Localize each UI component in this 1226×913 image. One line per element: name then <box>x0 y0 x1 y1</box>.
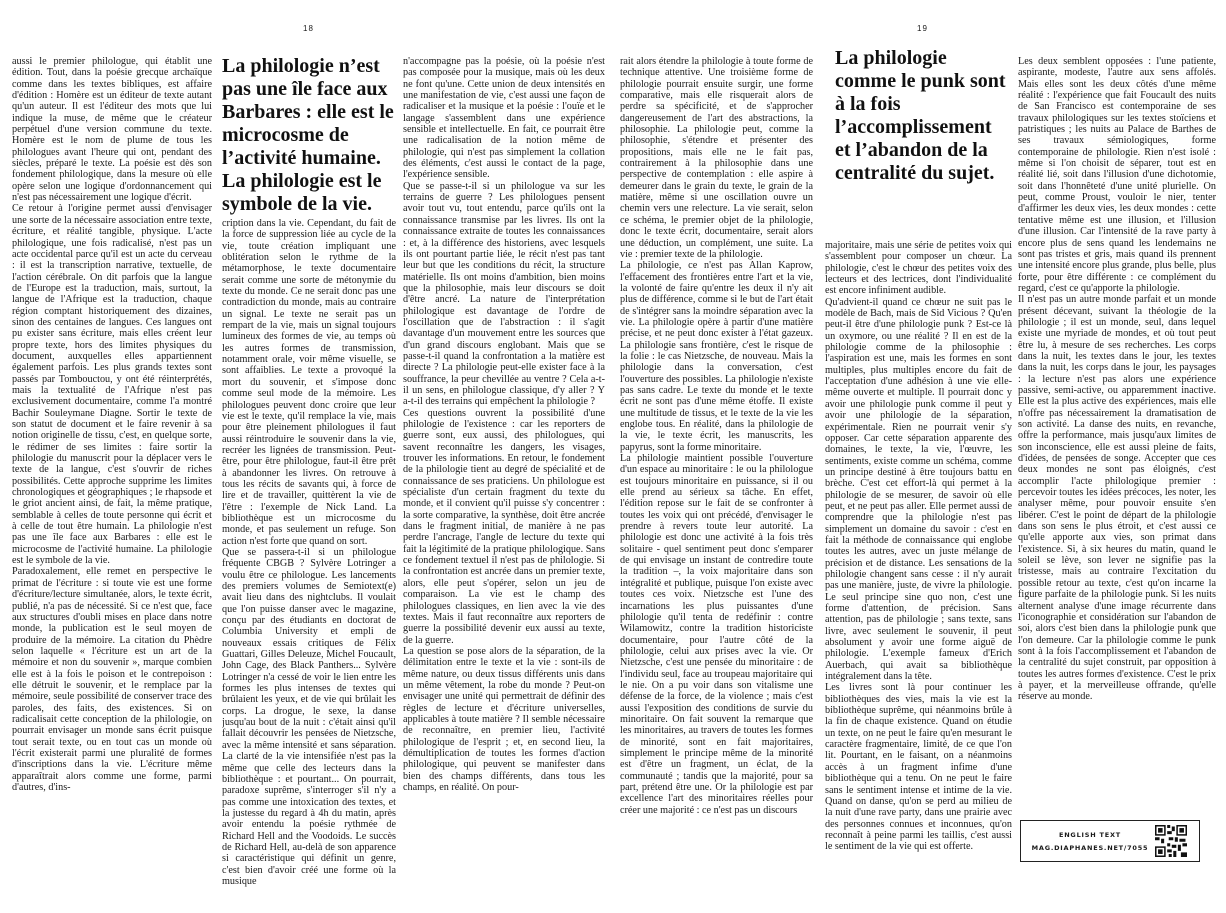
pullquote-left: La philologie n’est pas une île face aux Barbares : elle est le microcosme de l’activité humaine. La philologie est le symbole de la vie. <box>222 55 394 215</box>
qr-code-icon[interactable] <box>1155 825 1187 857</box>
paragraph: Ces questions ouvrent la possibilité d'une philologie de l'existence : car les reporters de guerre sont, eux aussi, des philologues, qui savent reconnaître les dangers, les visages, trouver les informations. En retour, le fondement de la philologie tient au degré de spécialité et de connaissance de ses praticiens. Un philologue est spécialiste d'un certain fragment du texte du monde, et il convient qu'il puisse s'y concentrer : la sorte comparative, la synthèse, doit être ancrée dans le fragment initial, de manière à ne pas perdre l'ancrage, l'angle de lecture du texte qui fait la légitimité de la pratique philologique. Sans ce fondement textuel il n'est pas de philologie. Si la confrontation est ancrée dans un premier texte, alors, elle peut s'opérer, selon un jeu de comparaison. La vie est le champ des philologues classiques, en lien avec la vie des textes. Mais il faut reconnaître aux reporters de guerre la possibilité devenir eux aussi au texte, de la guerre. <box>403 407 605 646</box>
paragraph: Ce retour à l'origine permet aussi d'envisager une sorte de la nécessaire association entre texte, écriture, et réalité tangible, physique. L'acte philologique, une fois radicalisé, n'est pas un acte occidental parce qu'il est un acte du cerveau : il est la transcription narrative, textuelle, de l'action cérébrale. On dit parfois que la langue de l'Europe est la traduction, mais, surtout, la langue de l'Afrique est la traduction, chaque région comptant historiquement des dizaines, sinon des centaines de langues. Ces langues ont pu exister sans écriture, mais elles créent leur propre texte, hors des limites physiques du document, auxquelles elles appartiennent également parfois. Les plus grands textes sont passés par Tombouctou, y ont été réinterprétés, mais la textualité de l'Afrique n'est pas exclusivement documentaire, comme l'a montré Bachir Souleymane Diagne. Sortir le texte de son statut de document et le faire revenir à sa notion originelle de tissu, c'est, en quelque sorte, le rédimer de ses limites : faire sortir la philologie du manuscrit pour la déplacer vers le texte de la langue, c'est s'ouvrir de riches possibilités. Cette approche supprime les limites chronologiques et géographiques ; le rhapsode et le griot ancient ainsi, de fait, la même pratique, semblable à celles de toute personne qui écrit et à celle de tout être humain. La philologie n'est pas une île face aux Barbares : elle est le microcosme de l'activité humaine. La philologie est le symbole de la vie. <box>12 203 212 567</box>
paragraph: Il n'est pas un autre monde parfait et un monde présent décevant, suivant la théologie de la philologie ; il est un monde, seul, dans lequel existe une myriade de mondes, et où tout peut être lu, à mesure de ses recherches. Les corps dans la nuit, les textes dans le jour, les textes dans la nuit, les corps dans le jour, les paysages : la lecture n'est pas alors une expérience passive, semi-active, ou apparemment inactive. Elle est la plus active des expériences, mais elle n'offre pas nécessairement la dramatisation de son activité. La danse des nuits, en revanche, offre la performance, mais jusqu'aux limites de son inconscience, elle est aussi pleine de faits, d'idées, de pensées de songe. Accepter que ces deux mondes ne sont pas éloignés, c'est accomplir l'acte philologique premier : percevoir toutes les idées précoces, les noter, les analyser même, pour pouvoir ensuite s'en libérer. C'est le point de départ de la philologie dans son sens le plus étroit, et c'est aussi ce qu'elle apporte aux vies, son primat dans l'existence. Si, à six heures du matin, quand le soleil se lève, son lever ne signifie pas la tristesse, mais au contraire l'excitation du possible retour au texte, c'est qu'on incarne la figure parfaite de la philologie punk. Si les nuits alternent analyse d'une image récurrente dans l'iconographie et considération sur l'abandon de soi, alors c'est bien dans la philologie punk que l'on demeure. Car la philologie comme le punk sont à la fois l'accomplissement et l'abandon de la centralité du sujet construit, par opposition à toutes les autres formes d'existence. C'est le prix à payer, et la merveilleuse offrande, qu'elle réserve au monde. <box>1018 294 1216 703</box>
column-3 <box>403 56 605 902</box>
paragraph: La question se pose alors de la séparation, de la délimitation entre le texte et la vie : sont-ils de même nature, ou deux tissus différents unis dans un même vêtement, la robe du monde ? Peut-on envisager une unité qui permettrait de définir des règles de lecture et d'écriture universelles, applicables à toute matière ? Il semble nécessaire de reconnaître, en premier lieu, l'activité philologique de l'esprit ; et, en second lieu, la démultiplication de toutes les formes d'action philologique, qui peuvent se manifester dans bien des champs différents, dans tous les champs, en réalité. On pour- <box>403 645 605 793</box>
english-text-box[interactable] <box>1020 820 1200 862</box>
column-6 <box>1018 56 1216 766</box>
english-text-label: ENGLISH TEXT <box>1058 831 1122 839</box>
paragraph: La philologie maintient possible l'ouverture d'un espace au minoritaire : le ou la philologue est toujours minoritaire en puissance, si il ou elle prend au sérieux sa tâche. En effet, l'édition repose sur le fait de se confronter à toutes les voix qui ont précédé, d'envisager le prendre à revers toute leur autorité. La philologie est donc une activité à la fois très solitaire - quel sentiment peut donc s'emparer de qui envisage un instant de contredire toute la tradition –, la voix majoritaire dans son intégralité et publique, puisque l'on existe avec toutes ces voix. Nietzsche est l'une des incarnations les plus puissantes d'une philologie qu'il tenta de redéfinir : contre Wilamowitz, contre la tradition historiciste documentaire, pour l'autre côté de la philologie, celui aux prises avec la vie. Or Nietzsche, c'est une pensée du minoritaire : de l'individu seul, face au troupeau majoritaire qui le nie. On a pu voir dans son vitalisme une défense de la force, de la violence ; mais c'est aussi l'exposition des conditions de survie du minoritaire. On fait souvent la remarque que les minoritaires, au travers de toutes les formes de minorité, sont en fait majoritaires, simplement le principe même de la minorité est d'être un fragment, un éclat, de la communauté ; tandis que la majorité, pour sa part, prétend être une. Or la philologie est par excellence l'art des minoritaires réelles pour créer une majorité : ce n'est pas un discours <box>620 453 813 816</box>
column-1 <box>12 56 212 902</box>
paragraph: aussi le premier philologue, qui établit une édition. Tout, dans la poésie grecque archaïque comme dans les textes bibliques, est affaire d'édition : Homère est un éditeur de texte autant qu'un auteur. Il est l'éditeur des mots que lui indique la muse, de même que le créateur perpétuel d'une version commune du texte. Homère est le nom de plume de tous les philologues avant l'heure qui ont, pendant des siècles, préparé le texte. La poésie est dès son fondement philologique, dans la mesure où elle opère selon une logique d'ordonnancement qui n'est pas nécessairement une logique d'écrit. <box>12 56 212 204</box>
paragraph: n'accompagne pas la poésie, où la poésie n'est pas composée pour la musique, mais où les deux ne font qu'une. Cette union de deux intensités en une manifestation de vie, c'est aussi une façon de radicaliser et la musique et la poésie : l'ouïe et le langage s'assemblent dans une expérience sensible et intellectuelle. En fait, ce pourrait être une radicalisation de la notion même de philologie, qui n'est pas simplement la collation des éléments, c'est aussi le contact de la page, l'expérience sensible. <box>403 56 605 181</box>
paragraph: Qu'advient-il quand ce chœur ne suit pas le modèle de Bach, mais de Sid Vicious ? Qu'en peut-il être d'une philologie punk ? Est-ce là un oxymore, ou une réalité ? Il en est de la philologie comme de la philosophie : l'aspiration est une, mais les formes en sont multiples, plus multiples encore du fait de l'acceptation d'une adhésion à une vie elle-même ouverte et multiple. Il pourrait donc y avoir une philologie punk comme il peut y avoir une philologie de la séparation, expérimentale. Rien ne pourrait venir s'y opposer. Car cette séparation apparente des domaines, le texte, la vie, l'œuvre, les sentiments, existe comme un schéma, comme un principe destiné à être toujours battu en brèche. C'est cet effort-là qui permet à la philologie de se mesurer, de savoir où elle peut, et ne peut pas aller. Elle permet aussi de comprendre que la philologie n'est pas simplement un domaine du savoir : c'est en fait la méthode de connaissance qui englobe toutes les autres, avec un juste mélange de précision et de distance. Les sensations de la philologie changent sans cesse : il n'y aurait pas une manière, juste, de vivre la philologie. Le seul principe sine quo non, c'est une forme d'attention, de précision. Sans attention, pas de philologie ; sans texte, sans livre, avec seulement le souvenir, il peut absolument y avoir une forme aiguë de philologie. L'exemple fameux d'Erich Auerbach, qui avait sa bibliothèque intégralement dans la tête. <box>825 296 1012 683</box>
page-number-right: 19 <box>917 24 928 33</box>
paragraph: rait alors étendre la philologie à toute forme de technique attentive. Une troisième forme de philologie pourrait ensuite surgir, une forme comparative, mais elle risquerait alors de perdre sa spécificité, et de s'approcher dangereusement de l'art des abstractions, la philosophie. La philologie peut, comme la philosophie, s'étendre et présenter des propositions, mais elle ne le fait pas, contrairement à la philosophie dans une perspective de contemplation : elle aspire à demeurer dans le grain du texte, le grain de la matière, même si une oscillation ouvre un chemin vers une relecture. La vie serait, selon ce schéma, le premier objet de la philologie, donc le texte écrit, documentaire, serait alors une déduction, un complément, une suite. La vie : premier texte de la philologie. <box>620 56 813 260</box>
paragraph: Les livres sont là pour continuer les bibliothèques des vies, mais la vie est la bibliothèque suprême, qui néanmoins brûle à la fin de chaque existence. Quand on étudie un texte, on ne peut le faire qu'en mesurant le caractère fragmentaire, limité, de ce que l'on lit. Pourtant, en le faisant, on a néanmoins accès à un fragment infime d'une bibliothèque qui a tenu. On ne peut le faire sans le sentiment intense et intime de la vie. Quand on danse, qu'on se perd au milieu de la nuit d'une rave party, dans une prairie avec des personnes connues et inconnues, qu'on reconnaît à peine parmi les taillis, c'est aussi le sentiment de la vie qui est offerte. <box>825 682 1012 853</box>
paragraph: Paradoxalement, elle remet en perspective le primat de l'écriture : si toute vie est une forme d'écriture/lecture simultanée, alors, le texte écrit, publié, n'a pas de nécessité. Si ce n'est que, face aux structures d'oubli mises en place dans notre monde, la publication est le seul moyen de produire de la mémoire. La citation du Phèdre selon laquelle « l'écriture est un art de la mémoire et non du souvenir », marque combien elle est à la fois le poison et le contrepoison : elle détruit le souvenir, et le remplace par la mémoire, seule possibilité de conserver trace des paroles, des faits, des existences. Si on radicalisait cette conception de la philologie, on pourrait envisager un monde sans écrit puisque tout serait texte, ou en tout cas un monde où l'écrit existerait parmi une pluralité de formes d'inscriptions dans la vie. L'écriture même apparaîtrait alors comme une forme, parmi d'autres, d'ins- <box>12 566 212 793</box>
paragraph: cription dans la vie. Cependant, du fait de la force de suppression liée au cycle de la vie, toute création impliquant une oblitération selon le rythme de la métamorphose, le texte documentaire serait comme une sorte de métonymie du texte du monde. Ce ne serait donc pas une contradiction du monde, mais au contraire un signal. Le texte ne serait pas un rempart de la vie, mais un signal toujours lumineux des formes de vie, au temps où les autres formes de transmission, notamment orale, voir même visuelle, se sont affaiblies. Le texte a provoqué la mort du souvenir, et s'impose donc comme seul mode de la mémoire. Les philologues peuvent donc croire que leur vie est le texte, qu'il remplace la vie, mais pour être pleinement philologues il faut aussi réintroduire le souvenir dans la vie, recréer les lignées de transmission. Peut-être, pour être philologue, faut-il être prêt à abandonner les livres. On retrouve à tous les récits de savants qui, à force de lire et de travailler, quittèrent la vie de l'être : l'exemple de Nick Land. La bibliothèque est un microcosme du monde, et pas seulement un refuge. Son action n'est forte que quand on sort. <box>222 218 396 547</box>
paragraph: La philologie, ce n'est pas Allan Kaprow, l'effacement des frontières entre l'art et la vie, la volonté de faire qu'entre les deux il n'y ait plus de différence, comme si le but de l'art était de s'intégrer sans la moindre séparation avec la vie. La philologie opère à partir d'une matière précise, et ne peut donc exister à l'état gazeux. La philologie sans frontière, c'est le risque de la folie : le cas Nietzsche, de nouveau. Mais la philologie dans la conversation, c'est l'ouverture des possibles. La philologie n'existe pas sans cadre. Le texte du monde et le texte écrit ne sont pas d'une même étoffe. Il existe une multitude de tissus, et le texte de la vie les englobe tous. En réalité, dans la philologie de la vie, le texte écrit, les manuscrits, les papyrus, sont la forme minoritaire. <box>620 260 813 453</box>
pullquote-right: La philologie comme le punk sont à la fois l’accomplissement et l’abandon de la centralité du sujet. <box>835 47 1006 184</box>
paragraph: Les deux semblent opposées : l'une patiente, aspirante, modeste, l'autre aux sens affolés. Mais elles sont les deux côtés d'une même réalité : l'expérience que fait Foucault des nuits de San Francisco est contemporaine de ses travaux philologiques sur les textes stoïciens et patristiques ; les nuits au Palace de Barthes de ses travaux sémiologiques, forme contemporaine de philologie. Rien n'est isolé : même si l'on choisit de séparer, tout est en réalité lié, soit dans l'illusion d'une dichotomie, soit dans l'honnêteté d'une unité plurielle. On peut, comme Proust, vouloir le nier, tenter d'affirmer les deux vies, les deux mondes : cette tentative même est une illusion, et l'illusion d'une illusion. Car l'intensité de la rave party à encore plus de sens quand les lendemains ne sont pas tristes et gris, mais quand ils prennent une intensité encore plus grande, plus belle, plus forte, pour être différente : ce complément du regard, c'est ce qu'apporte la philologie. <box>1018 56 1216 294</box>
page-number-left: 18 <box>303 24 314 33</box>
column-5 <box>825 240 1012 902</box>
paragraph: Que se passera-t-il si un philologue fréquente CBGB ? Sylvère Lotringer a voulu être ce philologue. Les lancements des premiers volumes de Semiotext(e) avait lieu dans des nightclubs. Il voulait que l'on puisse danser avec le magazine, conçu par des étudiants en doctorat de Columbia University et empli de nouveaux essais critiques de Félix Guattari, Gilles Deleuze, Michel Foucault, John Cage, des Black Panthers... Sylvère Lotringer n'a cessé de voir le lien entre les formes les plus intenses de textes qui brûlaient les yeux, et de vie qui brûlait les corps. La drogue, le sexe, la danse jusqu'au bout de la nuit : c'était ainsi qu'il fallait découvrir les pensées de Nietzsche, avec la même intensité et sans séparation. La clarté de la vie intensifiée n'est pas la même que celle des lecteurs dans la bibliothèque : et pourtant... On pourrait, paradoxe suprême, s'interroger s'il n'y a pas comme une intoxication des textes, et la justesse du regard à 4h du matin, après avoir entendu la poésie rythmée de Richard Hell and the Voodoids. Le succès de Richard Hell, au-delà de son apparence si caractéristique qui définit un genre, c'est bien d'avoir créé une forme où la musique <box>222 546 396 887</box>
paragraph: majoritaire, mais une série de petites voix qui s'assemblent pour composer un chœur. La philologie, c'est le chœur des petites voix des lecteurs et des lectrices, dont l'individualité est encore infiniment audible. <box>825 240 1012 297</box>
column-4 <box>620 56 813 902</box>
paragraph: Que se passe-t-il si un philologue va sur les terrains de guerre ? Les philologues pensent avoir tout vu, tout entendu, parce qu'ils ont la connaissance transmise par les livres. Ils ont la connaissance extraite de toutes les connaissances : et, à la différence des historiens, avec lesquels ils ont pourtant partie liée, le récit n'est pas tant leur but que les conditions du récit, la structure matérielle. Ils ont moins d'ambition, bien moins que la philosophie, mais leur discours se doit d'être ancré. La nature de l'interprétation philologique est davantage de l'ordre de l'oscillation que de l'abstraction : il s'agit davantage d'un mouvement entre les sources que d'un grand discours englobant. Mais que se passe-t-il quand la confrontation a la matière est directe ? La philologie peut-elle exister face à la souffrance, la peur chevillée au ventre ? Cela a-t-il un sens, en philologue classique, d'y aller ? Y a-t-il des terrains qui empêchent la philologie ? <box>403 180 605 408</box>
column-2 <box>222 218 396 902</box>
english-text-url[interactable]: MAG.DIAPHANES.NET/7055 <box>1031 844 1149 852</box>
